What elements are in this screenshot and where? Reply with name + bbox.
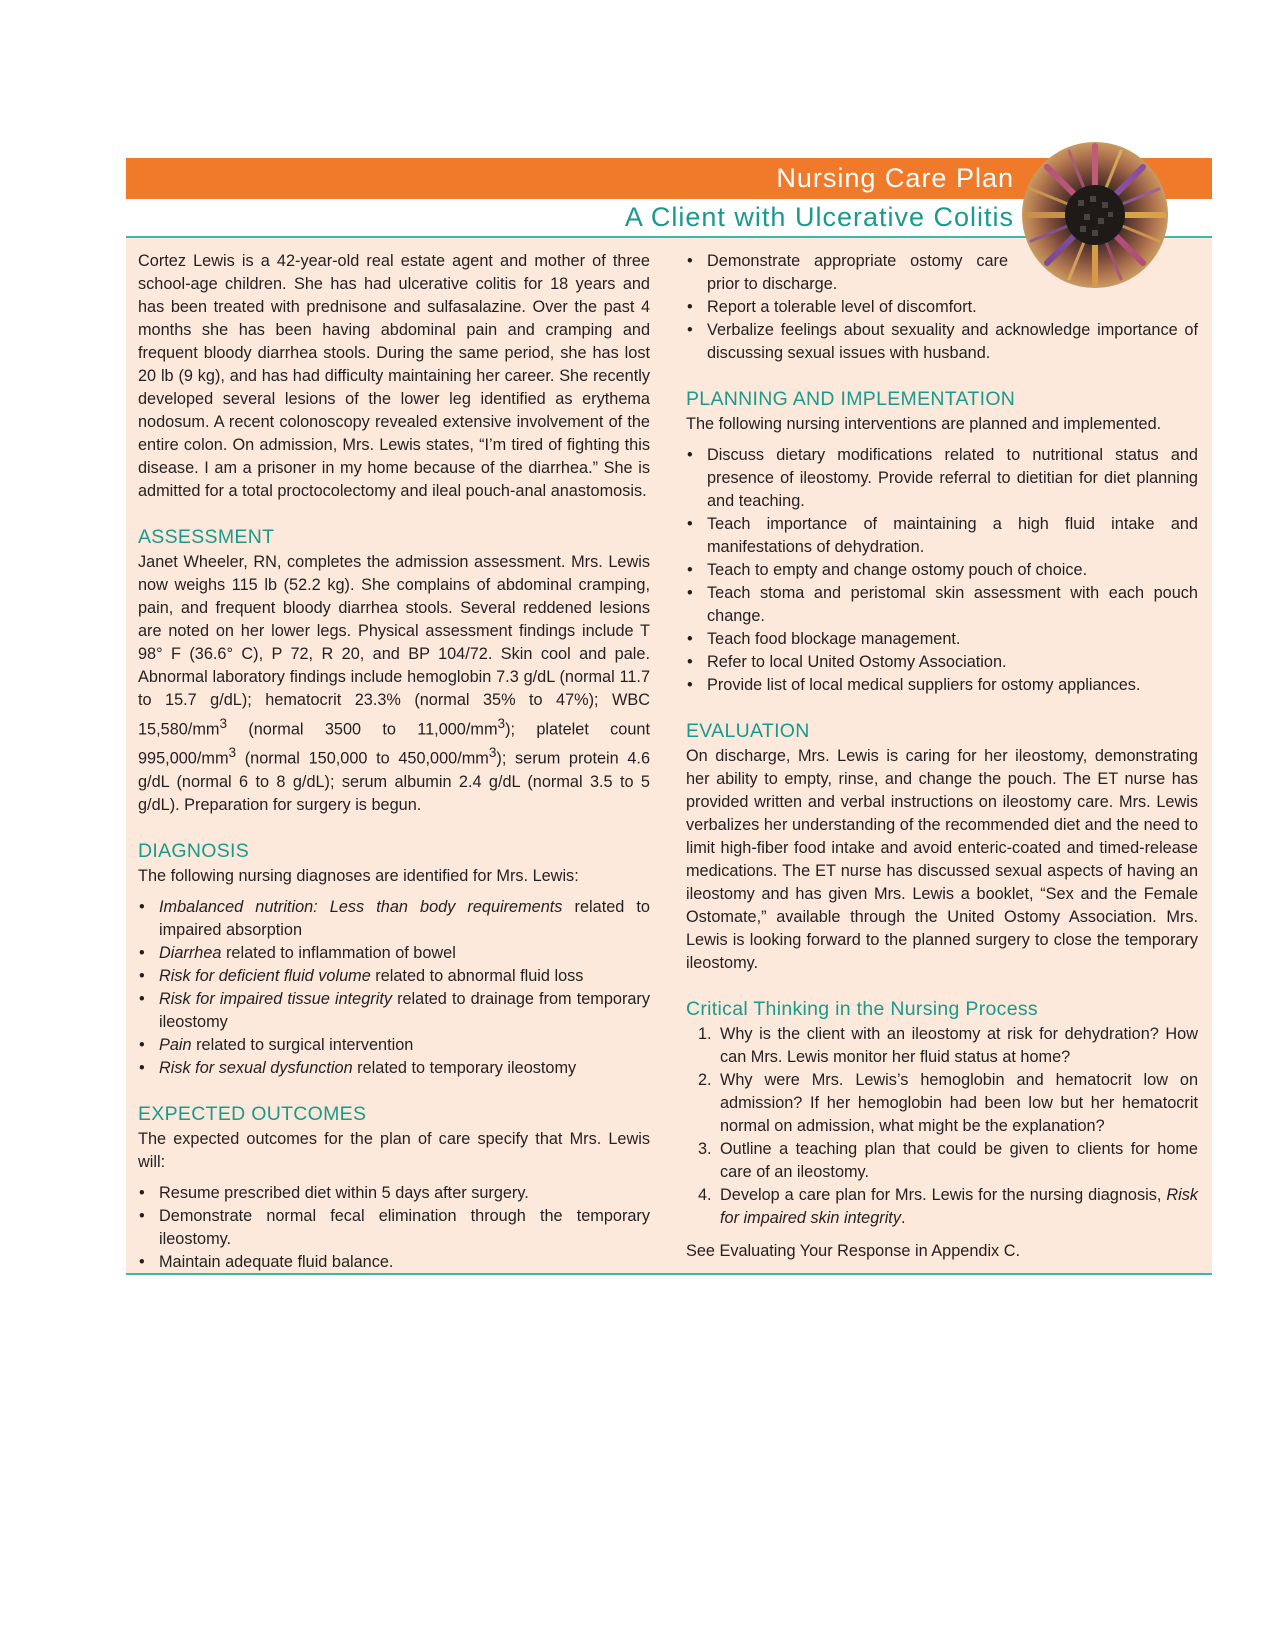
list-item: • Risk for sexual dysfunction related to temporary ileostomy (138, 1057, 650, 1080)
list-item: • Refer to local United Ostomy Association. (686, 651, 1198, 674)
right-column (686, 250, 1198, 1263)
critical-thinking-questions (686, 1023, 1198, 1230)
list-item: • Teach stoma and peristomal skin assessment with each pouch change. (686, 582, 1198, 628)
list-item: • Risk for impaired tissue integrity related to drainage from temporary ileostomy (138, 988, 650, 1034)
list-item: • Discuss dietary modifications related to nutritional status and presence of ileostomy. Provide referral to dietitian for diet planning and teaching. (686, 444, 1198, 513)
header-title: Nursing Care Plan (776, 163, 1014, 193)
expected-outcomes-intro: The expected outcomes for the plan of care specify that Mrs. Lewis will: (138, 1129, 650, 1171)
list-item: 4. Develop a care plan for Mrs. Lewis for the nursing diagnosis, Risk for impaired skin integrity. (686, 1184, 1198, 1230)
list-item: • Teach importance of maintaining a high fluid intake and manifestations of dehydration. (686, 513, 1198, 559)
list-item: • Maintain adequate fluid balance. (138, 1251, 650, 1274)
diagnosis-intro: The following nursing diagnoses are identified for Mrs. Lewis: (138, 866, 579, 885)
left-column (138, 250, 650, 1274)
list-item: • Resume prescribed diet within 5 days after surgery. (138, 1182, 650, 1205)
list-item: • Demonstrate normal fecal elimination through the temporary ileostomy. (138, 1205, 650, 1251)
diagnosis-list (138, 896, 650, 1080)
evaluation-heading: EVALUATION (686, 720, 810, 742)
evaluation-paragraph: On discharge, Mrs. Lewis is caring for her ileostomy, demonstrating her ability to empty, rinse, and change the pouch. The ET nurse has provided written and verbal instructions on ileostomy care. Mrs. Lewis verbalizes her understanding of the recommended diet and the need to limit high-fiber food intake and avoid enteric-coated and timed-release medications. The ET nurse has discussed sexual aspects of having an ileostomy and has given Mrs. Lewis a booklet, “Sex and the Female Ostomate,” available through the United Ostomy Association. Mrs. Lewis is looking forward to the planned surgery to close the temporary ileostomy. (686, 747, 1198, 972)
list-item: 2. Why were Mrs. Lewis’s hemoglobin and hematocrit low on admission? If her hemoglobin had been low but her hematocrit normal on admission, what might be the explanation? (686, 1069, 1198, 1138)
list-item: • Imbalanced nutrition: Less than body requirements related to impaired absorption (138, 896, 650, 942)
list-item: • Demonstrate appropriate ostomy care prior to discharge. (686, 250, 1198, 296)
expected-outcomes-list-right (686, 250, 1198, 365)
critical-thinking-heading: Critical Thinking in the Nursing Process (686, 998, 1038, 1020)
assessment-paragraph: Janet Wheeler, RN, completes the admission assessment. Mrs. Lewis now weighs 115 lb (52.2 kg). She complains of abdominal cramping, pain, and frequent bloody diarrhea stools. Several reddened lesions are noted on her lower legs. Physical assessment findings include T 98° F (36.6° C), P 72, R 20, and BP 104/72. Skin cool and pale. Abnormal laboratory findings include hemoglobin 7.3 g/dL (normal 11.7 to 15.7 g/dL); hematocrit 23.3% (normal 35% to 47%); WBC $15,580/mm^3$ (normal 3500 to $11,000/mm^3$); platelet count $995,000/mm^3$ (normal 150,000 to $450,000/mm^3$); serum protein 4.6 g/dL (normal 6 to 8 g/dL); serum albumin 2.4 g/dL (normal 3.5 to 5 g/dL). Preparation for surgery is begun. (138, 553, 651, 814)
list-item: 1. Why is the client with an ileostomy at risk for dehydration? How can Mrs. Lewis monitor her fluid status at home? (686, 1023, 1198, 1069)
assessment-heading: ASSESSMENT (138, 526, 275, 548)
diagnosis-heading: DIAGNOSIS (138, 839, 250, 862)
list-item: • Verbalize feelings about sexuality and acknowledge importance of discussing sexual issues with husband. (686, 319, 1198, 365)
list-item: • Pain related to surgical intervention (138, 1034, 650, 1057)
planning-list (686, 444, 1198, 697)
appendix-reference: See Evaluating Your Response in Appendix C. (686, 1242, 1021, 1260)
planning-heading: PLANNING AND IMPLEMENTATION (686, 388, 1016, 410)
list-item: • Diarrhea related to inflammation of bowel (138, 942, 650, 965)
list-item: • Report a tolerable level of discomfort. (686, 296, 1198, 319)
list-item: • Teach food blockage management. (686, 628, 1198, 651)
list-item: 3. Outline a teaching plan that could be given to clients for home care of an ileostomy. (686, 1138, 1198, 1184)
expected-outcomes-heading: EXPECTED OUTCOMES (138, 1102, 367, 1125)
list-item: • Teach to empty and change ostomy pouch of choice. (686, 559, 1198, 582)
header-subtitle: A Client with Ulcerative Colitis (624, 202, 1014, 232)
case-intro-paragraph: Cortez Lewis is a 42-year-old real estate agent and mother of three school-age children. She has had ulcerative colitis for 18 years and has been treated with prednisone and sulfasalazine. Over the past 4 months she has been having abdominal pain and cramping and frequent bloody diarrhea stools. During the same period, she has lost 20 lb (9 kg), and has had difficulty maintaining her career. She recently developed several lesions of the lower leg identified as erythema nodosum. A recent colonoscopy revealed extensive involvement of the entire colon. On admission, Mrs. Lewis states, “I’m tired of fighting this disease. I am a prisoner in my home because of the diarrhea.” She is admitted for a total proctocolectomy and ileal pouch-anal anastomosis. (138, 252, 650, 500)
list-item: • Risk for deficient fluid volume related to abnormal fluid loss (138, 965, 650, 988)
list-item: • Provide list of local medical suppliers for ostomy appliances. (686, 674, 1198, 697)
planning-intro: The following nursing interventions are planned and implemented. (686, 415, 1162, 433)
expected-outcomes-list-left (138, 1182, 650, 1274)
